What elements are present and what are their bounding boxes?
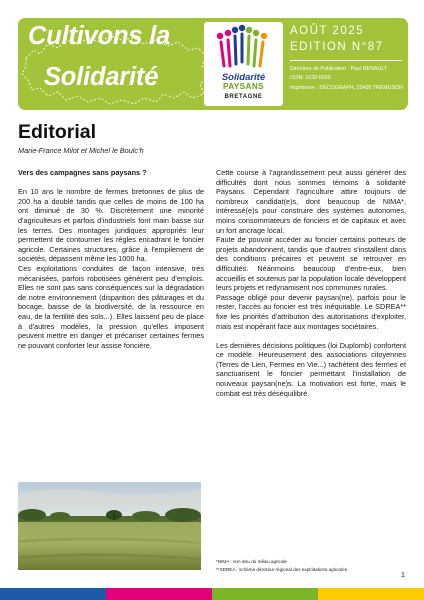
article-column-right (216, 168, 406, 398)
landscape-image (18, 482, 201, 570)
color-bar-segment (106, 588, 212, 600)
publication-director: Directeur de Publication : Paul RENAULT (290, 66, 388, 72)
color-bar-segment (212, 588, 318, 600)
editorial-authors: Marie-France Milot et Michel le Boulc’h (18, 146, 144, 155)
footnotes (216, 558, 406, 573)
footnote-sdrea: **SDREA : schéma directeur régional des exploitations agricoles (216, 566, 347, 572)
issue-month: AOÛT 2025 (290, 25, 365, 37)
color-bar-segment (318, 588, 424, 600)
article-column-left (18, 168, 204, 350)
newsletter-title-line2: Solidarité (44, 63, 159, 91)
article-paragraph: Cette course à l’agrandissement peut aussi générer des difficultés dont nous sommes témoins à solidarité Paysans. Cependant l’agriculture attire toujours de nombreux candidat(e)s, dont beaucoup de NIMA*, intéressé(e)s pour construire des systèmes autonomes, moins consommateurs de fonciers et de capitaux et avec un fort ancrage local. (216, 168, 406, 235)
logo-name: Solidarité (221, 72, 266, 83)
logo-region: BRETAGNE (224, 94, 263, 100)
article-paragraph: En 10 ans le nombre de fermes bretonnes de plus de 200 ha a doublé tandis que celles de moins de 100 ha ont diminué de 30 %. Discrètement une minorité d'agriculteurs et parfois d'industriels font main basse sur les terres. Des montages juridiques appropriés leur permettent de contourner les règles encadrant le foncier agricole. Certaines structures, grâce à l'empilement de sociétés, dépassent même les 1000 ha. (18, 187, 204, 264)
paragraph-gap (216, 331, 406, 341)
article-paragraph: Passage obligé pour devenir paysan(ne), parfois pour le rester, l'accès au foncier est très inéquitable. Le SDREA** fixe les priorités d'attribution des autorisations d'exploiter, mais est inopérant face aux montages sociétaires. (216, 292, 406, 331)
solidarite-paysans-logo (204, 22, 283, 106)
issue-info (290, 24, 408, 93)
article-paragraph: Faute de pouvoir accéder au foncier certains porteurs de projets abandonnent, tandis que d'autres s'installent dans des conditions précaires et peuvent se retrouver en difficultés. Néanmoins beaucoup d’entre-eux, bien accueillis et soutenus par la population locale développent leurs projets et redynamisent nos communes rurales. (216, 235, 406, 293)
color-bar (0, 588, 424, 600)
article-paragraph: Ces exploitations conduites de façon intensive, très mécanisées, parfois robotisées génèrent peu d'emplois. Elles ne sont pas sans conséquences sur la dégradation de notre environnement (disparition des pâturages et du bocage, baisse de la biodiversité, de la ressource en eau, de la fertilité des sols...). Elles laissent peu de place à d'autres modèles, la pression qu'elles imposent peuvent mettre en danger et précariser certaines fermes ne pouvant conforter leur assise foncière. (18, 263, 204, 350)
page-number: 1 (401, 572, 405, 579)
issue-edition: EDITION N°87 (290, 41, 384, 53)
masthead (18, 18, 408, 110)
logo-name2: PAYSANS (222, 82, 265, 91)
issn: ISSN: 1632-6660 (290, 75, 331, 82)
newsletter-title-line1: Cultivons la (28, 22, 171, 50)
people-figures-icon (204, 22, 283, 72)
color-bar-segment (0, 588, 106, 600)
editorial-heading: Editorial (18, 121, 97, 143)
farm-landscape-photo (18, 482, 201, 570)
footnote-nima: *NIMA : non issu du milieu agricole (216, 559, 287, 564)
issue-divider (290, 60, 402, 61)
printer: Imprimerie : DÉCOGRAPH, 22450 TRÉMUSON (290, 84, 403, 91)
article-subtitle: Vers des campagnes sans paysans ? (18, 168, 147, 177)
article-paragraph: Les dernières décisions politiques (loi Duplomb) confortent ce modèle. Heureusement des associations citoyennes (Terres de Lien, Fermes en Vie...) rachètent des fermes et sanctuarisent le foncier permettant l'installation de nouveaux paysan(ne)s. La motivation est forte, mais le combat est très déséquilibré. (216, 340, 406, 398)
